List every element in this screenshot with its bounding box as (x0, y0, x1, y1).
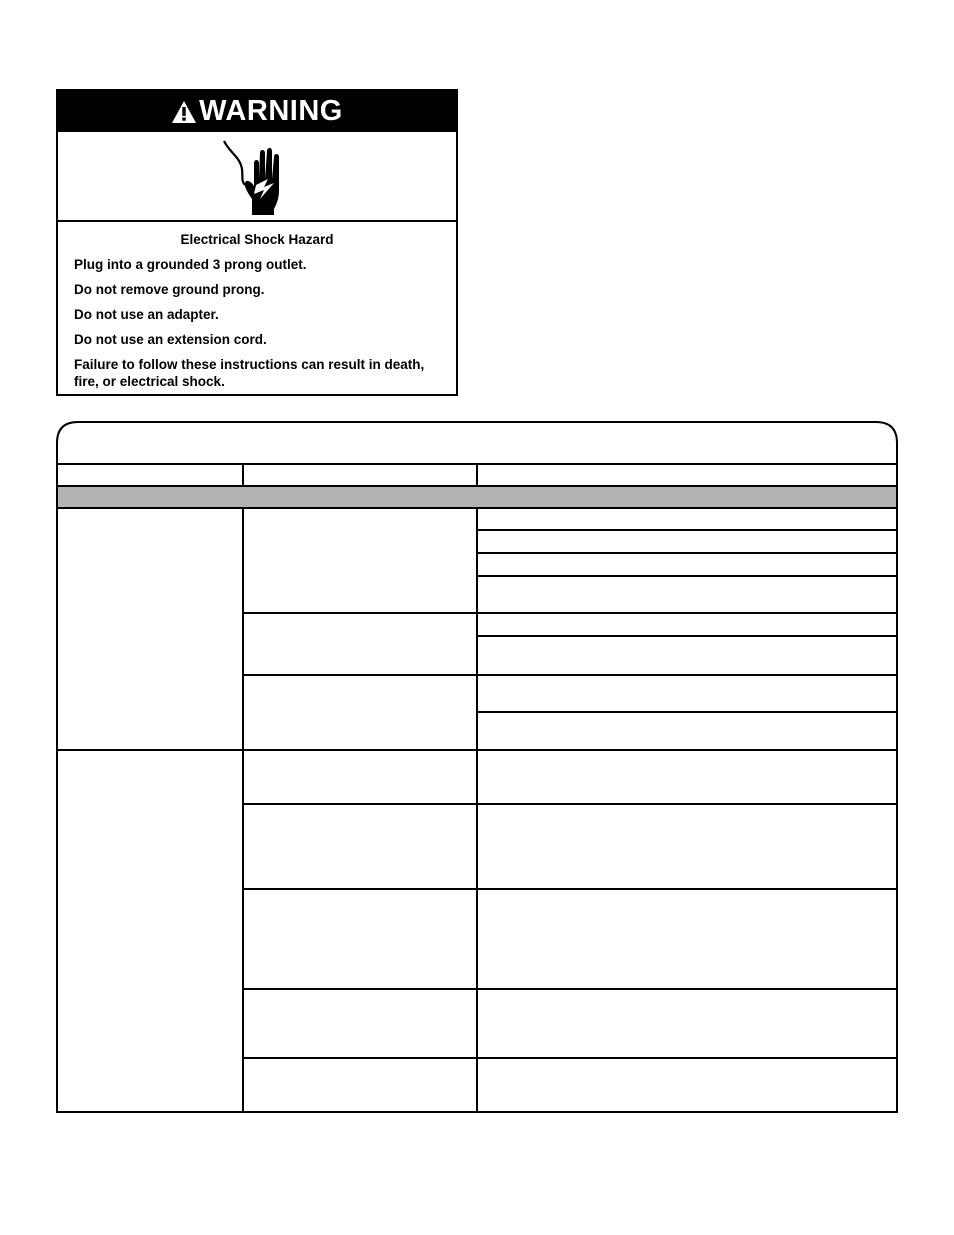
instruction-1: Plug into a grounded 3 prong outlet. (74, 257, 307, 272)
troubleshooting-table (56, 421, 898, 1113)
row-line (56, 749, 898, 751)
warning-title: WARNING (199, 95, 343, 127)
row-line (242, 988, 898, 990)
row-line (476, 552, 898, 554)
row-line (476, 529, 898, 531)
instruction-3: Do not use an adapter. (74, 307, 219, 322)
table-left-border (56, 463, 58, 1113)
col-divider-1 (242, 507, 244, 1113)
row-line (476, 575, 898, 577)
row-line (242, 803, 898, 805)
hazard-title: Electrical Shock Hazard (180, 232, 334, 247)
row-line (242, 612, 898, 614)
col-divider-1-header (242, 463, 244, 487)
col-divider-2-header (476, 463, 478, 487)
instruction-4: Do not use an extension cord. (74, 332, 267, 347)
row-line (242, 888, 898, 890)
warning-header (58, 91, 456, 132)
row-line (242, 674, 898, 676)
electrical-shock-hand-icon (218, 139, 288, 215)
table-right-border (896, 463, 898, 1113)
instruction-2: Do not remove ground prong. (74, 282, 265, 297)
warning-icon-area (58, 132, 456, 222)
table-title-frame (56, 421, 898, 466)
col-divider-2 (476, 507, 478, 1113)
warning-box (56, 89, 458, 396)
row-line (476, 635, 898, 637)
section-band (58, 487, 896, 507)
warning-triangle-icon (171, 100, 197, 124)
row-line (242, 1057, 898, 1059)
table-bottom-border (56, 1111, 898, 1113)
row-line (476, 711, 898, 713)
instruction-5: Failure to follow these instructions can result in death, fire, or electrical shock. (74, 357, 425, 389)
